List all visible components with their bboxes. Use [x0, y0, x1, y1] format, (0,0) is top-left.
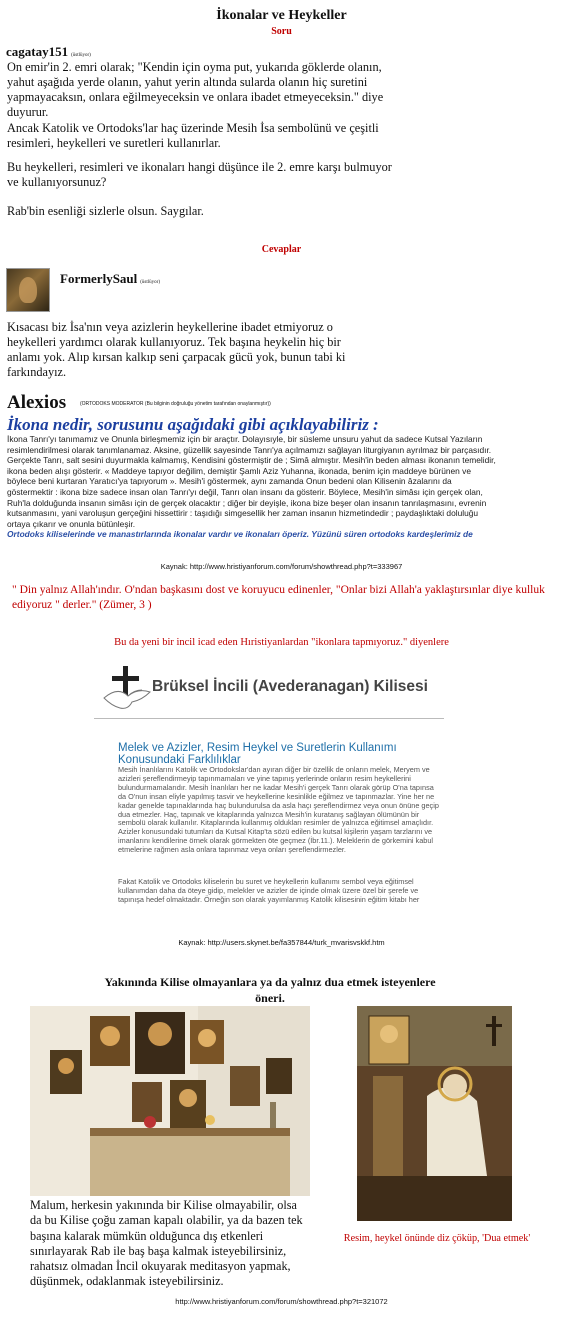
avatar-figure — [19, 277, 37, 303]
intro-caption: Bu da yeni bir incil icad eden Hıristiyanlardan "ikonlara tapmıyoruz." diyenlere — [114, 637, 449, 648]
question-paragraph-4: Rab'bin esenliği sizlerle olsun. Saygılar. — [7, 204, 204, 218]
divider — [94, 718, 444, 719]
author-name: FormerlySaul — [60, 271, 138, 286]
answers-label: Cevaplar — [261, 244, 302, 255]
image-caption: Resim, heykel önünde diz çöküp, 'Dua etmek' — [343, 1233, 531, 1244]
author-name: cagatay151 — [6, 44, 69, 59]
advice-paragraph: Malum, herkesin yakınında bir Kilise olmayabilir, olsa da bu Kilise çoğu zaman kapalı olabilir, ya da bazen tek başına kalarak mümkün olduğunca dış etkenleri sınırlayarak Rab ile baş başa kalmak isteyebilirsiniz, rahatsız olmadan İncil okuyarak meditasyon yapmak, düşünmek, odaklanmak isteyebilirsiniz. — [30, 1198, 303, 1289]
question-author — [6, 44, 91, 60]
church-title: Brüksel İncili (Avederanagan) Kilisesi — [152, 678, 428, 695]
icon-corner-illustration — [30, 1006, 310, 1196]
icon-corner-photo — [30, 1006, 310, 1196]
author-meta: (üstlüyor) — [140, 280, 160, 285]
question-paragraph-2: Ancak Katolik ve Ortodoks'lar haç üzerinde Mesih İsa sembolünü ve çeşitli resimleri, heykelleri ve suretleri kullanırlar. — [7, 121, 379, 150]
source-link-2[interactable]: Kaynak: http://users.skynet.be/fa357844/turk_mvarisvskkf.htm — [178, 938, 385, 947]
source-link-3[interactable]: http://www.hristiyanforum.com/forum/showthread.php?t=321072 — [175, 1297, 388, 1306]
answer-paragraph: Kısacası biz İsa'nın veya azizlerin heykellerine ibadet etmiyoruz o heykelleri yardımcı olarak kullanıyoruz. Tek başına heykelin hiç bir anlamı yok. Alıp kırsan kalkıp seni çarpacak gücü yok, bunun tabi ki farkındayız. — [7, 320, 346, 379]
church-subtitle: Melek ve Azizler, Resim Heykel ve Suretlerin Kullanımı Konusundaki Farklılıklar — [118, 742, 397, 766]
alexios-name: Alexios — [7, 392, 67, 413]
ikona-text: İkona Tanrı'yı tanımamız ve Onunla birleşmemiz için bir araçtır. Dolayısıyle, bir süsleme unsuru yahut da sadece Kutsal Yazıların resimlendirilmesi olarak tanımlanamaz. Aksine, güzellik sayesinde Tanrı'ya açılmamızı sağlayan liturgiyanın ayrılmaz bir parçasıdır. Gerçekte Tanrı, salt sesini duyurmakla kalmamış, Kendisini göstermiştir de ; Simâ almıştır. Mesih'in beden alması ikonanın temelidir, ikona beden alışı gösterir. « Maddeye tapıyor değilim, demiştir Şamlı Aziz Yuhanna, ikonada, benim için maddeye bürünen ve böylece beni kurtaran Yaratıcı'ya tapıyorum ». Mesih'i göstermek, aynı zamanda Onun bedeni olan Kilisenin âzalarını da göstermektir : ikona bize sadece insan olan Tanrı'yı değil, Tanrı olan insanı da gösterir. Böylece, Mesih'in simâsı için gerçek olan, Ruh'la dolduğunda insanın simâsı için de gerçek olacaktır ; diğer bir deyişle, ikona bize beşer olan insanın tanrılaşmasını, evrenin kutsanmasını, yani varoluşun gerçeğini hissettirir : taşıdığı simgesellik her zaman insanın hizmetindedir ; paydaşlıktaki doluluğu ortaya çıkarır ve onunla bütünleşir. — [7, 434, 496, 529]
avatar — [6, 268, 50, 312]
church-body-2: Fakat Katolik ve Ortodoks kiliselerin bu suret ve heykellerin kullanımı sembol veya eğitimsel kullanımdan daha da öteye gidip, melekler ve azizler de içinde olmak üzere özel bir şerefe ve tapınışa hedef olmaktadır. Örneğin son olarak yayımlanmış Katolik kilisesinin eğitim kitabı her — [118, 877, 420, 904]
question-paragraph-1: On emir'in 2. emri olarak; "Kendin için oyma put, yukarıda göklerde olanın, yahut aşağıda yerde olanın, yahut yerin altında sularda olanın hiç suretini yapmayacaksın, onlara eğilmeyeceksin ve onlara ibadet etmeyeceksin." diye duyurur. — [7, 60, 384, 119]
church-screenshot — [94, 658, 449, 926]
kneeling-saint-illustration — [357, 1006, 512, 1221]
cross-dove-icon — [98, 664, 154, 718]
ikona-blue-line: Ortodoks kiliselerinde ve manastırlarında ikonalar vardır ve ikonaları öperiz. Yüzünü süren ortodoks kardeşlerimiz de — [7, 529, 473, 540]
advice-heading: Yakınında Kilise olmayanlara ya da yalnız dua etmek isteyenlere öneri. — [104, 975, 436, 1005]
question-paragraph-3: Bu heykelleri, resimleri ve ikonaları hangi düşünce ile 2. emre karşı bulmuyor ve kullanıyorsunuz? — [7, 160, 392, 189]
page-title: İkonalar ve Heykeller — [216, 8, 347, 23]
answer-author — [60, 271, 160, 287]
source-link-1[interactable]: Kaynak: http://www.hristiyanforum.com/forum/showthread.php?t=333967 — [160, 562, 403, 571]
church-body-1: Mesih İnanlılarını Katolik ve Ortodokslar'dan ayıran diğer bir özellik de onların melek, Meryem ve azizleri şereflendirmeyip tapınmamaları ve yine tapınış yerlerinde onların resim heykellerini bulundurmamalarıdır. Mesih İnanlıları her ne kadar Mesih'i gerçek Tanrı olarak görüp O'na tapınsa da O'nun insan eliyle yapılmış tasvir ve heykellerine kesinlikle eğilmez ve tapınmazlar. Yine her ne kadar genelde tapınaklarında haç bulundurulsa da asla haçı şereflendirmez veya onun önüne geçip dua etmezler. Haç, tapınak ve kitaplarında yalnızca Mesih'in kuratanış sağlayan ölümünün bir sembolü olarak kullanılır. Kitaplarında kullanmış oldukları resimler de yalnızca eğitimsel amaçlıdır. Azizler konusundaki tutumları da Kutsal Kitap'ta sözü edilen bu kutsal kişilerin yaşam tarzlarını ve imanlarını kendilerine örnek olarak görmekten öte geçmez (İbr.11.). Meleklerin de görkemini kabul etmelerine rağmen asla onlara tapınmaz veya onları şereflendirmezler. — [118, 765, 439, 855]
kneeling-saint-icon-image — [357, 1006, 512, 1221]
quran-quote: " Din yalnız Allah'ındır. O'ndan başkasını dost ve koruyucu edinenler, "Onlar bizi Allah'a yaklaştırsınlar diye kulluk ediyoruz " derler." (Zümer, 3 ) — [12, 584, 545, 611]
ikona-body — [7, 434, 497, 540]
moderator-note: (ORTODOKS MODERATOR (Bu bilginin doğruluğu yönetim tarafından onaylanmıştır)) — [80, 401, 271, 407]
ikona-heading: İkona nedir, sorusunu aşağıdaki gibi açıklayabiliriz : — [7, 415, 379, 434]
question-label: Soru — [271, 26, 292, 37]
author-meta: (üstlüyor) — [71, 53, 91, 58]
